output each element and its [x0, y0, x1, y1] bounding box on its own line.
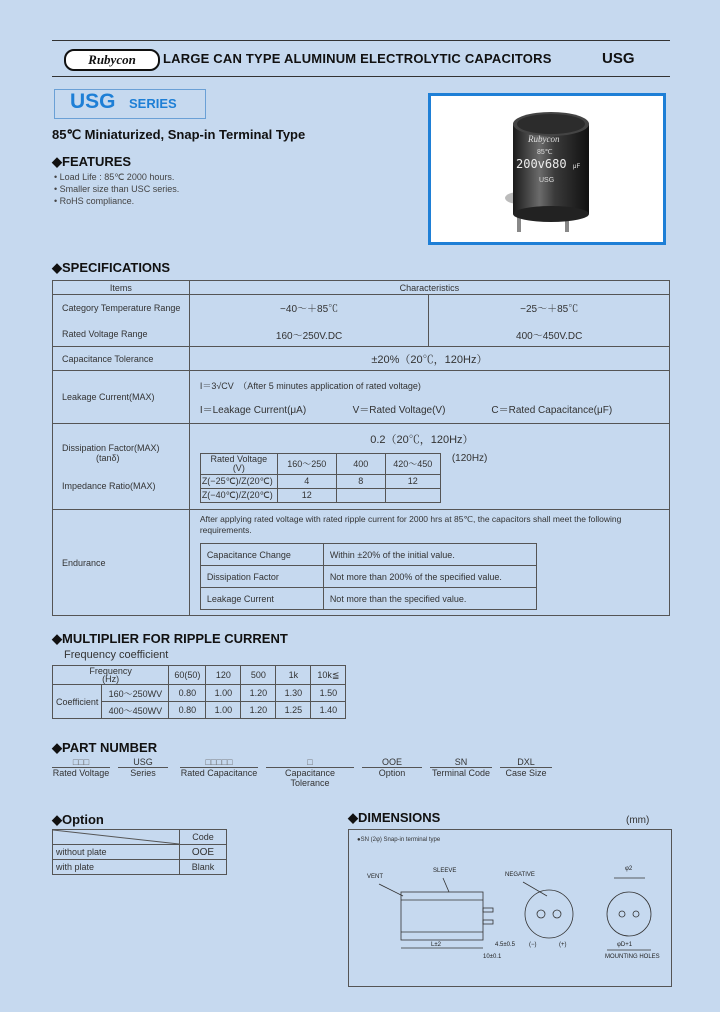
option-code: OOE	[180, 845, 227, 860]
freq-cell: 500	[241, 666, 276, 685]
pn-case-size: DXL Case Size	[500, 757, 552, 778]
volt-range-b: 400～450V.DC	[516, 330, 583, 342]
dimension-drawing	[349, 830, 671, 986]
coef-cell: 1.20	[241, 702, 276, 719]
pn-rated-voltage: □□□ Rated Voltage	[52, 757, 110, 778]
header-series-code: USG	[602, 50, 635, 67]
multiplier-subtitle: Frequency coefficient	[64, 649, 169, 661]
df-label-tan: (tanδ)	[96, 452, 120, 463]
option-heading: ◆Option	[52, 812, 104, 827]
dim-note: ●SN (2φ) Snap-in terminal type	[357, 837, 441, 843]
imp-v-420-450: 420～450	[385, 453, 440, 474]
option-label: with plate	[53, 860, 180, 875]
option-code-head: Code	[180, 830, 227, 845]
coef-cell: 0.80	[169, 685, 206, 702]
option-corner-cell	[53, 830, 180, 845]
imp-cell: 4	[277, 474, 336, 488]
pn-series: USG Series	[118, 757, 168, 778]
photo-unit: μF	[573, 164, 581, 170]
coef-row-label: 400～450WV	[102, 702, 169, 719]
leak-c: C＝Rated Capacitance(μF)	[491, 404, 613, 416]
pn-capacitance-tolerance: □ Capacitance Tolerance	[266, 757, 354, 788]
photo-temp: 85℃	[537, 149, 553, 156]
endurance-table	[200, 543, 537, 610]
pn-rated-capacitance: □□□□□ Rated Capacitance	[180, 757, 258, 778]
leak-v: V＝Rated Voltage(V)	[352, 404, 446, 416]
cap-label: Capacitance Tolerance	[53, 347, 190, 371]
imp-cell	[385, 488, 440, 502]
leak-values	[189, 371, 669, 424]
imp-v-400: 400	[336, 453, 385, 474]
end-row-value: Not more than 200% of the specified value.	[323, 566, 536, 588]
dimensions-box	[348, 829, 672, 987]
imp-row-label: Z(−40℃)/Z(20℃)	[200, 488, 277, 502]
temp-volt-labels	[53, 295, 190, 347]
leak-formula: I＝3√CV （After 5 minutes application of rated voltage)	[199, 380, 421, 391]
coef-cell: 1.00	[206, 685, 241, 702]
col-items: Items	[53, 281, 190, 295]
end-row-value: Within ±20% of the initial value.	[323, 544, 536, 566]
df-value: 0.2（20℃，120Hz）	[370, 433, 474, 446]
impedance-table	[200, 453, 441, 503]
dim-lead: 4.5±0.5	[495, 942, 515, 948]
feature-item: • Smaller size than USC series.	[54, 184, 180, 194]
option-table	[52, 829, 227, 875]
coef-cell: 1.20	[241, 685, 276, 702]
leak-legend	[200, 401, 668, 416]
end-row-label: Leakage Current	[200, 588, 323, 610]
imp-cell	[336, 488, 385, 502]
page-subtitle: 85℃ Miniaturized, Snap-in Terminal Type	[52, 127, 306, 142]
temp-volt-b	[429, 295, 670, 347]
specifications-table	[52, 280, 670, 616]
volt-range-a: 160～250V.DC	[275, 330, 343, 342]
freq-cell: 60(50)	[169, 666, 206, 685]
imp-label: Impedance Ratio(MAX)	[62, 480, 156, 491]
coef-cell: 0.80	[169, 702, 206, 719]
photo-value: 200v680	[516, 157, 567, 171]
freq-cell: 1k	[276, 666, 311, 685]
dim-phi-d: φD+1	[617, 942, 633, 948]
temp-range-b: −25～＋85℃	[520, 303, 579, 315]
multiplier-table	[52, 665, 346, 719]
dim-sleeve: SLEEVE	[433, 868, 457, 874]
col-characteristics: Characteristics	[189, 281, 669, 295]
feature-item: • Load Life : 85℃ 2000 hours.	[54, 172, 175, 182]
df-imp-values	[189, 424, 669, 510]
option-label: without plate	[53, 845, 180, 860]
dim-l: L±2	[431, 942, 441, 948]
freq-header: Frequency (Hz)	[53, 666, 169, 685]
imp-v-160-250: 160～250	[277, 453, 336, 474]
leak-label: Leakage Current(MAX)	[53, 371, 190, 424]
coef-cell: 1.00	[206, 702, 241, 719]
coef-cell: 1.40	[311, 702, 346, 719]
header-rule-bottom	[52, 76, 670, 77]
df-imp-labels	[53, 424, 190, 510]
end-row-label: Dissipation Factor	[200, 566, 323, 588]
endurance-text: After applying rated voltage with rated ripple current for 2000 hrs at 85℃, the capacitors shall meet the following requirements.	[199, 514, 622, 535]
header-title: LARGE CAN TYPE ALUMINUM ELECTROLYTIC CAPACITORS	[163, 51, 552, 66]
coef-cell: 1.50	[311, 685, 346, 702]
temp-volt-a	[189, 295, 429, 347]
part-number-heading: ◆PART NUMBER	[52, 740, 158, 755]
header-rule-top	[52, 40, 670, 41]
pn-option: OOE Option	[362, 757, 422, 778]
photo-brand: Rubycon	[528, 134, 560, 144]
dim-plus: (+)	[559, 942, 567, 948]
product-photo	[428, 93, 666, 245]
temp-label: Category Temperature Range	[62, 302, 181, 313]
volt-label: Rated Voltage Range	[62, 328, 148, 339]
specifications-heading: ◆SPECIFICATIONS	[52, 260, 171, 275]
dim-phi: φ2	[625, 866, 633, 872]
coefficient-label: Coefficient	[53, 685, 102, 719]
dimensions-unit: (mm)	[626, 815, 650, 826]
pn-terminal-code: SN Terminal Code	[431, 757, 491, 778]
series-label: SERIES	[129, 96, 177, 111]
series-name: USG	[70, 90, 116, 113]
end-row-value: Not more than the specified value.	[323, 588, 536, 610]
capacitor-illustration	[431, 96, 663, 242]
dim-negative: NEGATIVE	[505, 872, 535, 878]
coef-cell: 1.25	[276, 702, 311, 719]
freq-cell: 10k≦	[311, 666, 346, 685]
rubycon-logo: Rubycon	[64, 49, 160, 71]
option-code: Blank	[180, 860, 227, 875]
coef-cell: 1.30	[276, 685, 311, 702]
coef-row-label: 160～250WV	[102, 685, 169, 702]
diagonal-line	[53, 830, 179, 844]
imp-cell: 12	[385, 474, 440, 488]
multiplier-heading: ◆MULTIPLIER FOR RIPPLE CURRENT	[52, 631, 288, 646]
feature-item: • RoHS compliance.	[54, 196, 135, 206]
dim-minus: (−)	[529, 942, 537, 948]
df-label: Dissipation Factor(MAX)	[62, 442, 160, 453]
imp-cell: 12	[277, 488, 336, 502]
photo-series: USG	[539, 177, 555, 184]
imp-hz: (120Hz)	[451, 452, 488, 464]
imp-row-label: Z(−25℃)/Z(20℃)	[200, 474, 277, 488]
endurance-values	[189, 510, 669, 616]
freq-cell: 120	[206, 666, 241, 685]
dim-pitch: 10±0.1	[483, 954, 502, 960]
end-row-label: Capacitance Change	[200, 544, 323, 566]
dimensions-heading: ◆DIMENSIONS	[348, 810, 441, 825]
imp-rated-voltage: Rated Voltage (V)	[200, 453, 277, 474]
cap-value: ±20%（20℃，120Hz）	[189, 347, 669, 371]
dim-mounting-holes: MOUNTING HOLES	[605, 954, 660, 960]
dim-vent: VENT	[367, 874, 384, 880]
features-heading: ◆FEATURES	[52, 154, 132, 169]
endurance-label: Endurance	[53, 510, 190, 616]
temp-range-a: −40～＋85℃	[280, 303, 339, 315]
imp-cell: 8	[336, 474, 385, 488]
leak-i: I＝Leakage Current(μA)	[199, 404, 307, 416]
